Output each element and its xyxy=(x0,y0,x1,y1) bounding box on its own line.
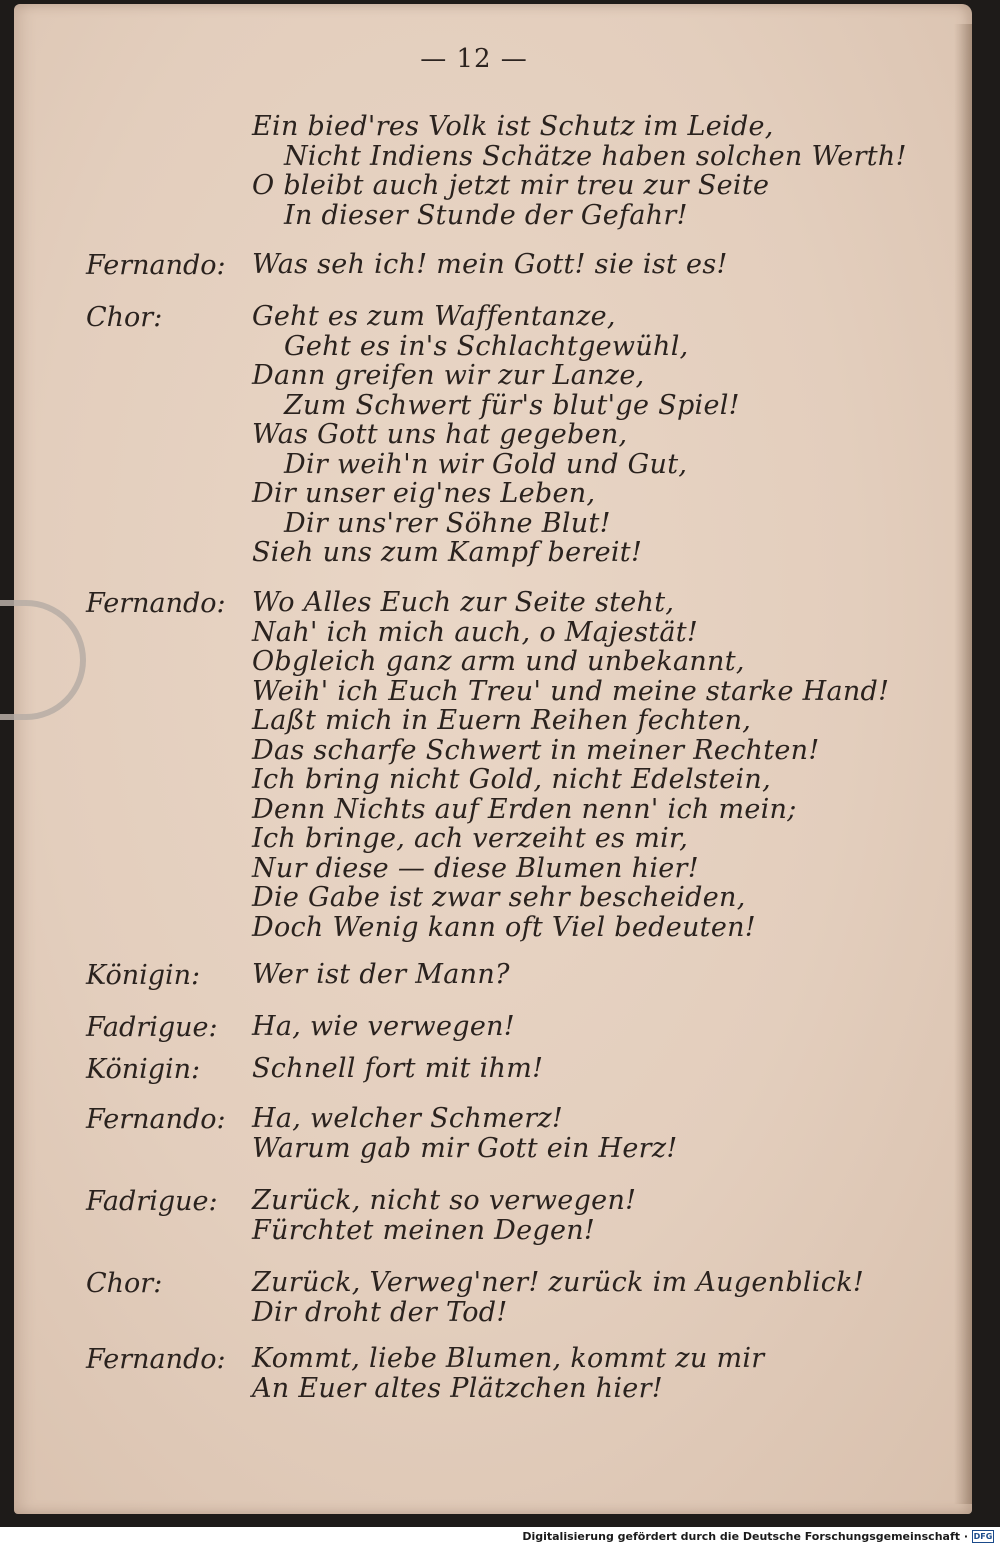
speech-lines xyxy=(252,250,728,280)
verse-line: Doch Wenig kann oft Viel bedeuten! xyxy=(252,911,756,943)
paper-clip xyxy=(0,600,86,720)
dfg-logo-icon: DFG xyxy=(973,1532,993,1541)
speech-lines xyxy=(252,1268,864,1327)
page-edge-shadow xyxy=(954,24,972,1504)
book-page xyxy=(14,4,972,1514)
verse-line: Ha, welcher Schmerz! xyxy=(252,1103,564,1134)
speech-lines xyxy=(252,302,740,568)
verse-line: Die Gabe ist zwar sehr bescheiden, xyxy=(252,882,746,913)
speaker-name: Fernando: xyxy=(86,588,226,619)
footer-bar xyxy=(0,1527,1000,1547)
verse-line: Ich bring nicht Gold, nicht Edelstein, xyxy=(252,764,771,795)
verse-line: Dir droht der Tod! xyxy=(252,1296,508,1328)
speaker-name: Chor: xyxy=(86,1268,163,1299)
verse-line: O bleibt auch jetzt mir treu zur Seite xyxy=(252,170,770,201)
verse-line: Dir weih'n wir Gold und Gut, xyxy=(284,448,688,480)
verse-line: Zurück, Verweg'ner! zurück im Augenblick! xyxy=(252,1267,865,1298)
speaker-name: Königin: xyxy=(86,960,201,991)
page-number: — 12 — xyxy=(420,44,528,74)
speaker-name: Fernando: xyxy=(86,250,226,281)
verse-line: Nicht Indiens Schätze haben solchen Werth! xyxy=(284,140,907,172)
verse-line: Obgleich ganz arm und unbekannt, xyxy=(252,646,745,677)
verse-line: Nah' ich mich auch, o Majestät! xyxy=(252,616,699,648)
verse-line: Schnell fort mit ihm! xyxy=(252,1053,544,1084)
verse-line: Geht es zum Waffentanze, xyxy=(252,301,616,332)
verse-line: Dir uns'rer Söhne Blut! xyxy=(284,507,611,539)
verse-line: An Euer altes Plätzchen hier! xyxy=(252,1372,663,1404)
verse-line: Was Gott uns hat gegeben, xyxy=(252,419,628,450)
verse-line: Ich bringe, ach verzeiht es mir, xyxy=(252,823,689,854)
verse-line: Zum Schwert für's blut'ge Spiel! xyxy=(284,389,740,421)
speech-lines xyxy=(252,1012,515,1042)
verse-line: Dann greifen wir zur Lanze, xyxy=(252,360,645,391)
verse-line: Wo Alles Euch zur Seite steht, xyxy=(252,587,675,618)
speaker-name: Fernando: xyxy=(86,1104,226,1135)
verse-line: Kommt, liebe Blumen, kommt zu mir xyxy=(252,1343,765,1374)
verse-line: Zurück, nicht so verwegen! xyxy=(252,1185,637,1216)
speaker-name: Fernando: xyxy=(86,1344,226,1375)
funding-credit: Digitalisierung gefördert durch die Deutsche Forschungsgemeinschaft · xyxy=(522,1530,968,1543)
verse-line: Denn Nichts auf Erden nenn' ich mein; xyxy=(252,793,797,825)
verse-line: Sieh uns zum Kampf bereit! xyxy=(252,537,643,568)
speaker-name: Königin: xyxy=(86,1054,201,1085)
verse-line: Laßt mich in Euern Reihen fechten, xyxy=(252,705,752,736)
speaker-name: Chor: xyxy=(86,302,163,333)
speech-lines xyxy=(252,1186,636,1245)
speech-lines xyxy=(252,1054,543,1084)
verse-line: Ha, wie verwegen! xyxy=(252,1011,515,1042)
verse-line: Dir unser eig'nes Leben, xyxy=(252,478,596,509)
verse-line: Nur diese — diese Blumen hier! xyxy=(252,852,699,884)
speech-lines xyxy=(252,588,889,942)
verse-line: Das scharfe Schwert in meiner Rechten! xyxy=(252,734,820,766)
speaker-name: Fadrigue: xyxy=(86,1012,218,1043)
verse-line: Warum gab mir Gott ein Herz! xyxy=(252,1132,678,1164)
verse-line: Was seh ich! mein Gott! sie ist es! xyxy=(252,249,728,280)
speaker-name: Fadrigue: xyxy=(86,1186,218,1217)
verse-line: Geht es in's Schlachtgewühl, xyxy=(284,330,689,362)
verse-line: Wer ist der Mann? xyxy=(252,959,510,990)
speech-lines xyxy=(252,1344,765,1403)
verse-line: Ein bied'res Volk ist Schutz im Leide, xyxy=(252,111,774,142)
verse-line: Fürchtet meinen Degen! xyxy=(252,1214,596,1246)
verse-line: Weih' ich Euch Treu' und meine starke Hand! xyxy=(252,675,890,707)
stanza-lines xyxy=(252,112,907,230)
speech-lines xyxy=(252,1104,678,1163)
verse-line: In dieser Stunde der Gefahr! xyxy=(284,199,688,231)
speech-lines xyxy=(252,960,510,990)
